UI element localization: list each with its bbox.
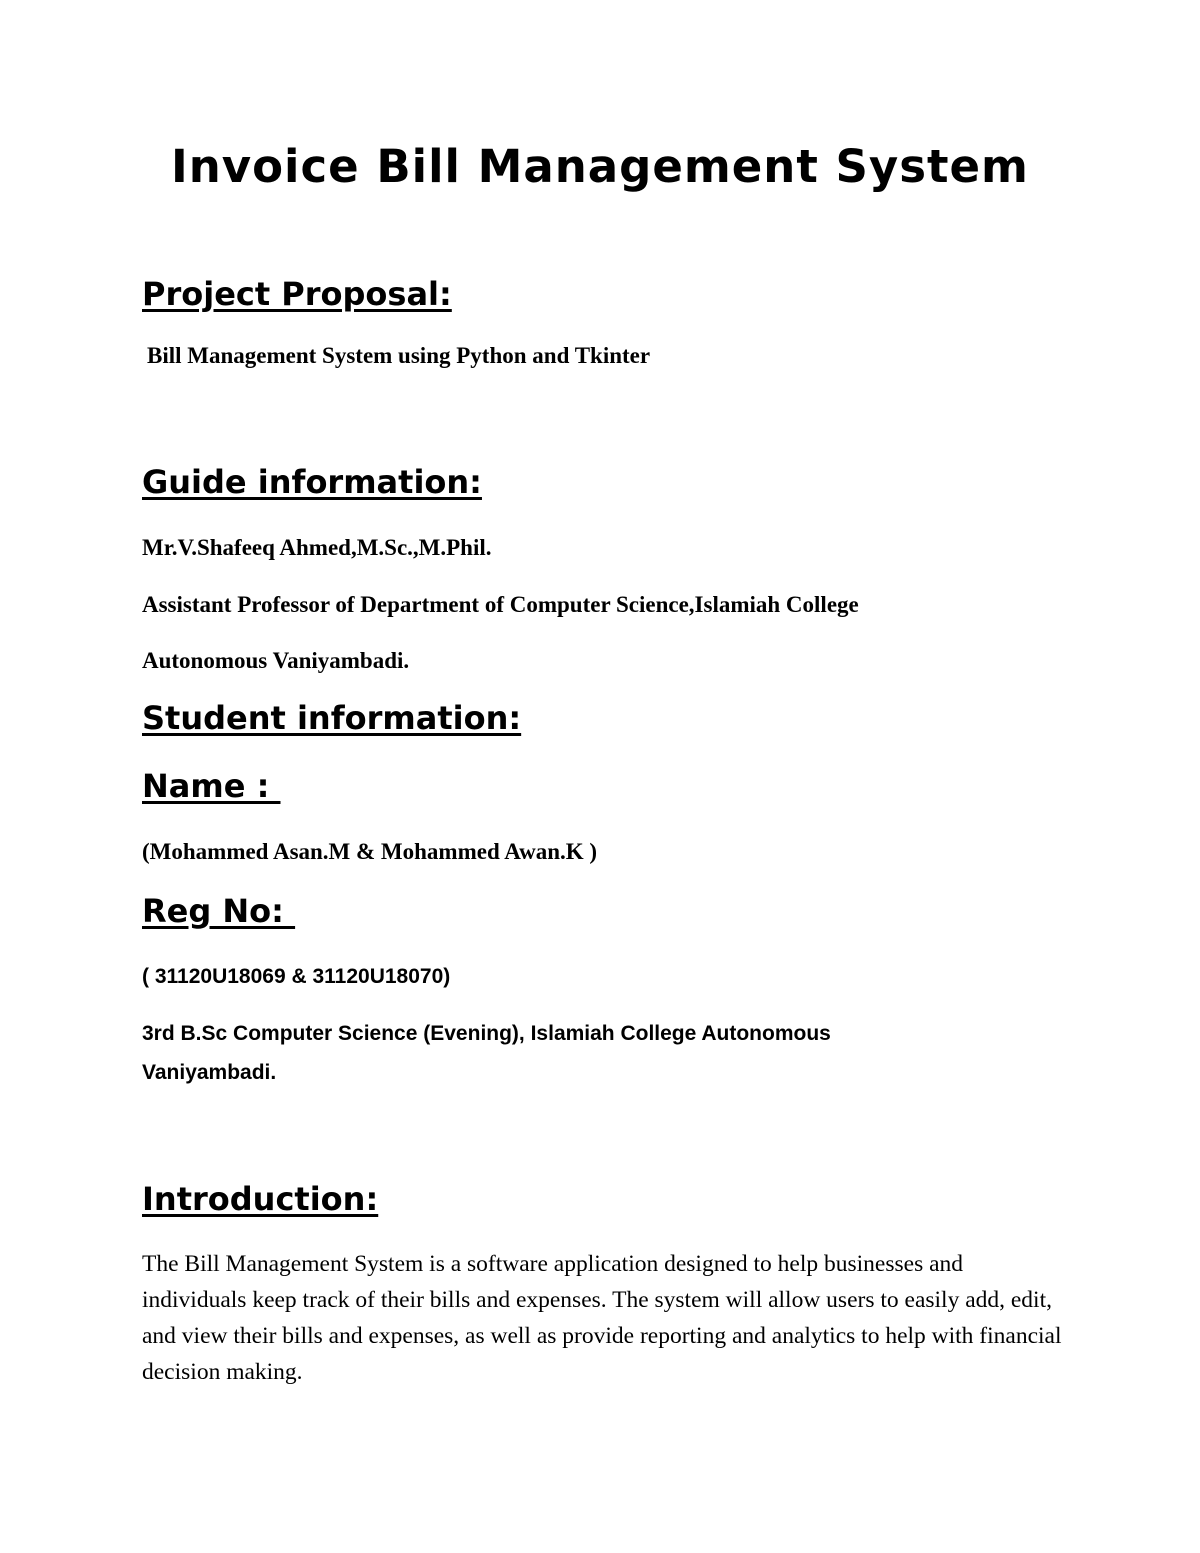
reg-numbers: ( 31120U18069 & 31120U18070) — [142, 965, 451, 988]
guide-institution: Autonomous Vaniyambadi. — [142, 648, 410, 673]
course-line-2: Vaniyambadi. — [142, 1061, 277, 1084]
name-heading: Name : — [142, 767, 281, 805]
reg-no-heading: Reg No: — [142, 892, 296, 930]
introduction-heading: Introduction: — [142, 1180, 379, 1218]
introduction-paragraph: The Bill Management System is a software application designed to help businesses and individuals keep track of their bills and expenses. The system will allow users to easily add, edit, and view their bills and expenses, as well as provide reporting and analytics to help with financial decision making. — [142, 1251, 1062, 1385]
document-title: Invoice Bill Management System — [171, 140, 1029, 193]
guide-name: Mr.V.Shafeeq Ahmed,M.Sc.,M.Phil. — [142, 535, 492, 560]
guide-information-heading: Guide information: — [142, 463, 482, 501]
project-proposal-text: Bill Management System using Python and Tkinter — [147, 343, 651, 368]
student-names: (Mohammed Asan.M & Mohammed Awan.K ) — [142, 839, 598, 864]
course-line-1: 3rd B.Sc Computer Science (Evening), Islamiah College Autonomous — [142, 1022, 831, 1045]
guide-designation: Assistant Professor of Department of Computer Science,Islamiah College — [142, 592, 859, 617]
project-proposal-heading: Project Proposal: — [142, 275, 452, 313]
student-information-heading: Student information: — [142, 699, 522, 737]
